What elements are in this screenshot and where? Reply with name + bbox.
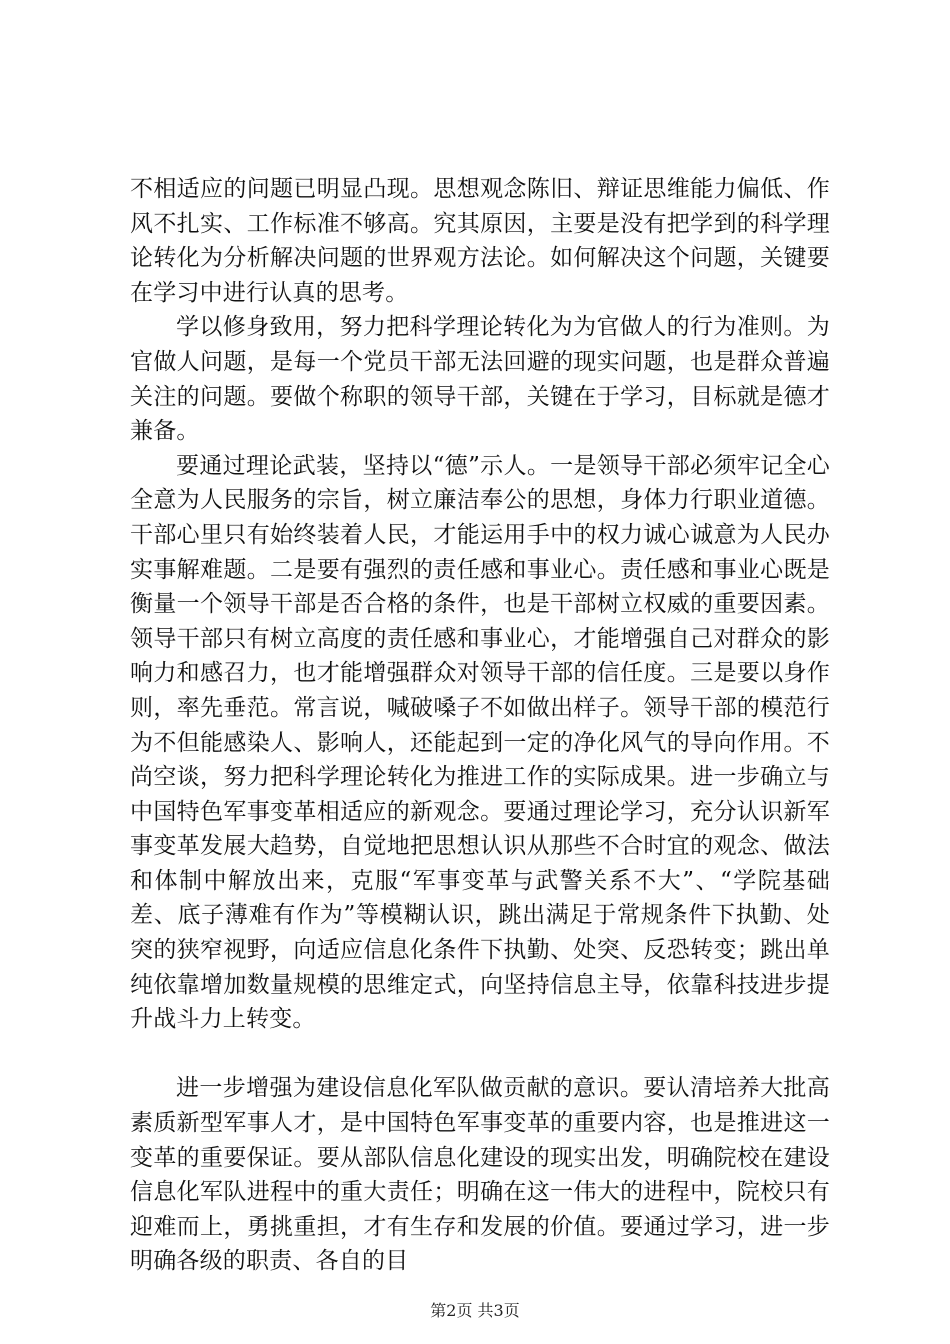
paragraph-1: 不相适应的问题已明显凸现。思想观念陈旧、辩证思维能力偏低、作风不扎实、工作标准不够高。究其原因，主要是没有把学到的科学理论转化为分析解决问题的世界观方法论。如何解决这个问题，关键要在学习中进行认真的思考。 — [130, 176, 830, 306]
paragraph-2: 学以修身致用，努力把科学理论转化为为官做人的行为准则。为官做人问题，是每一个党员干部无法回避的现实问题，也是群众普遍关注的问题。要做个称职的领导干部，关键在于学习，目标就是德才兼备。 — [130, 314, 830, 445]
page-number-footer: 第2页 共3页 — [430, 1301, 520, 1320]
paragraph-4: 进一步增强为建设信息化军队做贡献的意识。要认清培养大批高素质新型军事人才，是中国特色军事变革的重要内容，也是推进这一变革的重要保证。要从部队信息化建设的现实出发，明确院校在建设信息化军队进程中的重大责任；明确在这一伟大的进程中，院校只有迎难而上，勇挑重担，才有生存和发展的价值。要通过学习，进一步明确各级的职责、各自的目 — [130, 1075, 830, 1275]
paragraph-gap — [130, 1037, 830, 1072]
paragraph-3: 要通过理论武装，坚持以“德”示人。一是领导干部必须牢记全心全意为人民服务的宗旨，树立廉洁奉公的思想，身体力行职业道德。干部心里只有始终装着人民，才能运用手中的权力诚心诚意为人民办实事解难题。二是要有强烈的责任感和事业心。责任感和事业心既是衡量一个领导干部是否合格的条件，也是干部树立权威的重要因素。领导干部只有树立高度的责任感和事业心，才能增强自己对群众的影响力和感召力，也才能增强群众对领导干部的信任度。三是要以身作则，率先垂范。常言说，喊破嗓子不如做出样子。领导干部的模范行为不但能感染人、影响人，还能起到一定的净化风气的导向作用。不尚空谈，努力把科学理论转化为推进工作的实际成果。进一步确立与中国特色军事变革相适应的新观念。要通过理论学习，充分认识新军事变革发展大趋势，自觉地把思想认识从那些不合时宜的观念、做法和体制中解放出来，克服“军事变革与武警关系不大”、“学院基础差、底子薄难有作为”等模糊认识，跳出满足于常规条件下执勤、处突的狭窄视野，向适应信息化条件下执勤、处突、反恐转变；跳出单纯依靠增加数量规模的思维定式，向坚持信息主导，依靠科技进步提升战斗力上转变。 — [130, 452, 830, 1033]
document-body — [130, 172, 830, 1279]
